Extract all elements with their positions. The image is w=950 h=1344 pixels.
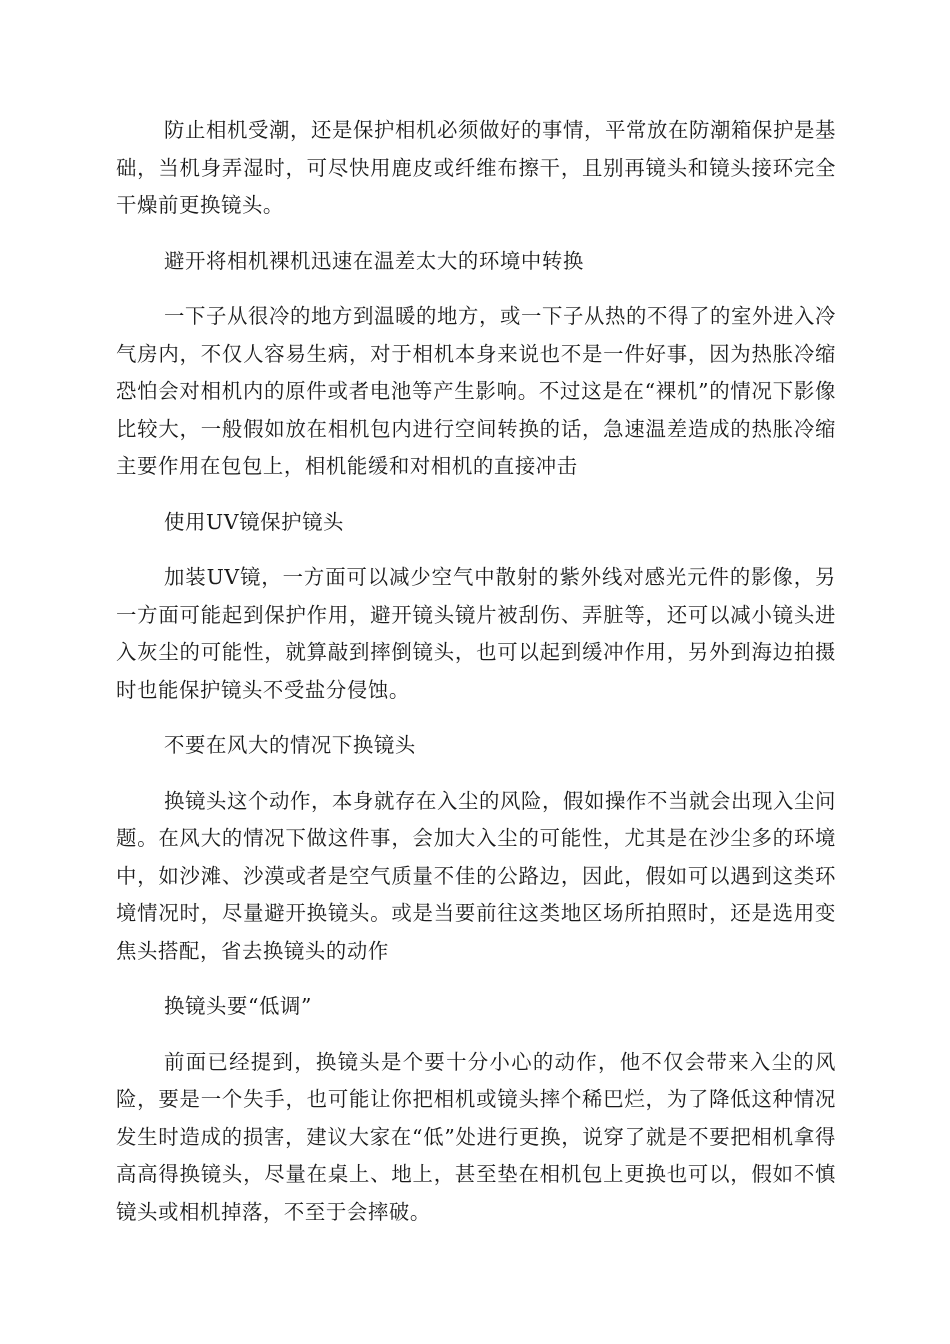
- section-heading-temperature: 避开将相机裸机迅速在温差太大的环境中转换: [164, 248, 584, 273]
- section-heading-low-lens-change: 换镜头要“低调”: [164, 994, 312, 1018]
- section-heading-windy-lens-change: 不要在风大的情况下换镜头: [164, 733, 416, 757]
- paragraph-uv-filter: 加装UV镜，一方面可以减少空气中散射的紫外线对感光元件的影像，另一方面可能起到保护作用，避开镜头镜片被刮伤、弄脏等，还可以减小镜头进入灰尘的可能性，就算敲到摔倒镜头，也可以起到缓冲作用，另外到海边拍摄时也能保护镜头不受盐分侵蚀。: [116, 565, 836, 702]
- paragraph-temperature: 一下子从很冷的地方到温暖的地方，或一下子从热的不得了的室外进入冷气房内，不仅人容易生病，对于相机本身来说也不是一件好事，因为热胀冷缩恐怕会对相机内的原件或者电池等产生影响。不过这是在“裸机”的情况下影像比较大，一般假如放在相机包内进行空间转换的话，急速温差造成的热胀冷缩主要作用在包包上，相机能缓和对相机的直接冲击: [116, 304, 836, 478]
- section-heading-uv-filter: 使用UV镜保护镜头: [164, 509, 345, 534]
- paragraph-low-lens-change: 前面已经提到，换镜头是个要十分小心的动作，他不仅会带来入尘的风险，要是一个失手，也可能让你把相机或镜头摔个稀巴烂，为了降低这种情况发生时造成的损害，建议大家在“低”处进行更换，说穿了就是不要把相机拿得高高得换镜头，尽量在桌上、地上，甚至垫在相机包上更换也可以，假如不慎镜头或相机掉落，不至于会摔破。: [116, 1049, 836, 1224]
- document-body: [116, 112, 836, 1231]
- paragraph-windy-lens-change: 换镜头这个动作，本身就存在入尘的风险，假如操作不当就会出现入尘问题。在风大的情况下做这件事，会加大入尘的可能性，尤其是在沙尘多的环境中，如沙滩、沙漠或者是空气质量不佳的公路边，因此，假如可以遇到这类环境情况时，尽量避开换镜头。或是当要前往这类地区场所拍照时，还是选用变焦头搭配，省去换镜头的动作: [116, 788, 836, 963]
- paragraph-moisture-protection: 防止相机受潮，还是保护相机必须做好的事情，平常放在防潮箱保护是基础，当机身弄湿时，可尽快用鹿皮或纤维布擦干，且别再镜头和镜头接环完全干燥前更换镜头。: [116, 118, 836, 217]
